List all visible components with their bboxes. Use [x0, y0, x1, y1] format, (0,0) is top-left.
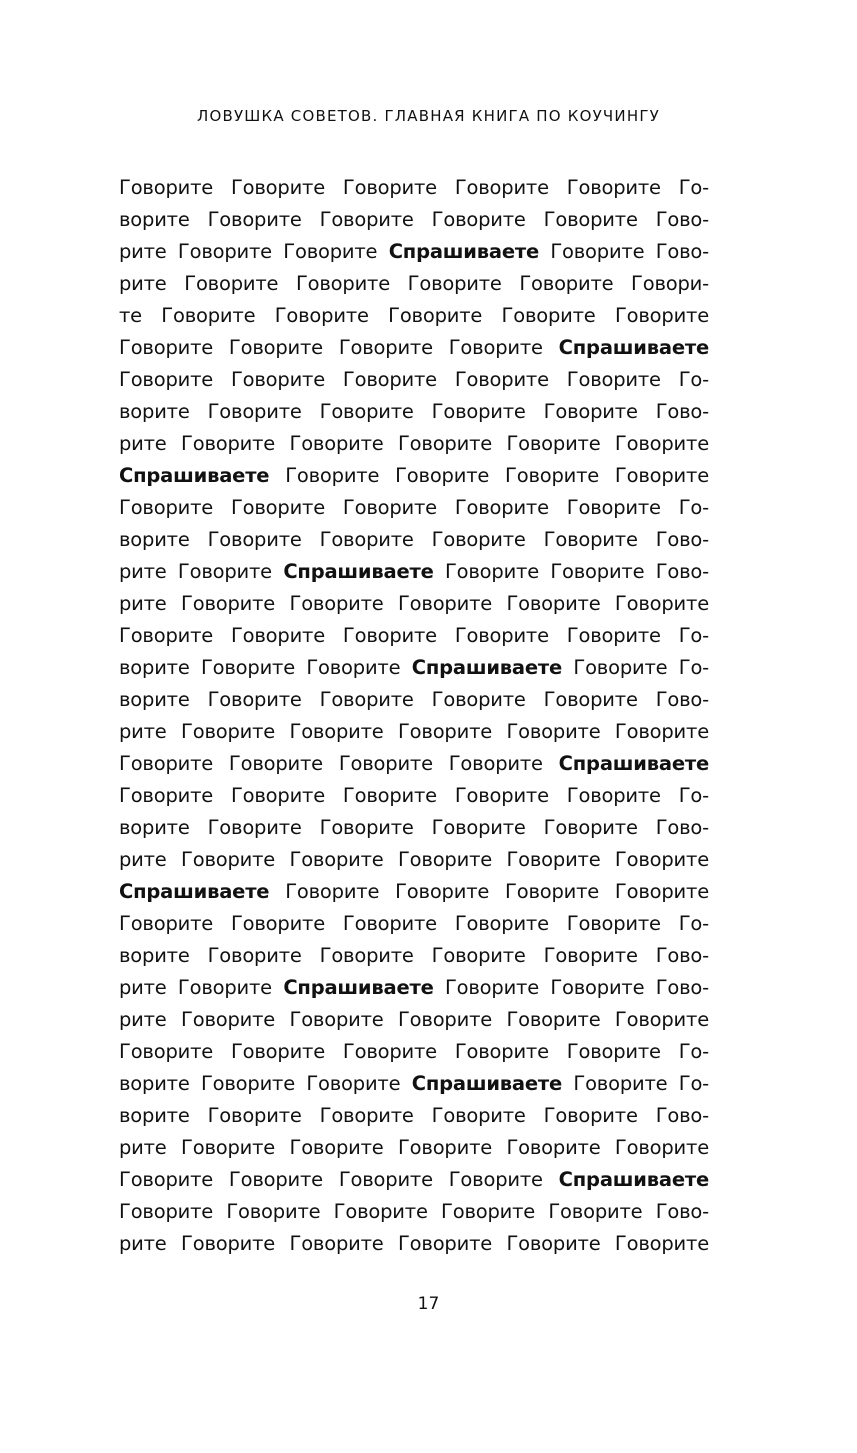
plain-text: рите Говорите Говорите Говорите Говорите Говорите	[119, 1008, 709, 1031]
text-line	[119, 812, 709, 844]
running-head: ЛОВУШКА СОВЕТОВ. ГЛАВНАЯ КНИГА ПО КОУЧИНГУ	[196, 107, 661, 125]
text-line	[119, 204, 709, 236]
plain-text: ворите Говорите Говорите Говорите Говорите Гово-	[119, 208, 709, 231]
plain-text: рите Говорите Говорите Говорите Говорите Говорите	[119, 592, 709, 615]
emphasis-word: Спрашиваете	[119, 464, 270, 487]
text-line	[119, 1196, 709, 1228]
text-line	[119, 364, 709, 396]
emphasis-word: Спрашиваете	[119, 880, 270, 903]
plain-text: Говорите Гово-	[539, 240, 709, 263]
emphasis-word: Спрашиваете	[283, 976, 434, 999]
body-text	[119, 172, 709, 1260]
plain-text: Говорите Говорите Говорите Говорите	[119, 336, 559, 359]
text-line	[119, 460, 709, 492]
plain-text: Говорите Говорите Говорите Говорите Говорите Го-	[119, 176, 709, 199]
plain-text: Говорите Говорите Говорите Говорите	[119, 752, 559, 775]
text-line	[119, 972, 709, 1004]
text-line	[119, 268, 709, 300]
text-line	[119, 876, 709, 908]
text-line	[119, 908, 709, 940]
text-line	[119, 716, 709, 748]
plain-text: Говорите Говорите Говорите Говорите	[269, 880, 709, 903]
emphasis-word: Спрашиваете	[558, 752, 709, 775]
text-line	[119, 236, 709, 268]
text-line	[119, 940, 709, 972]
plain-text: те Говорите Говорите Говорите Говорите Говорите	[119, 304, 709, 327]
plain-text: рите Говорите Говорите Говорите Говорите Говори-	[119, 272, 709, 295]
plain-text: Говорите Говорите Говорите Говорите Говорите Го-	[119, 496, 709, 519]
plain-text: рите Говорите Говорите Говорите Говорите Говорите	[119, 1232, 709, 1255]
text-line	[119, 1004, 709, 1036]
text-line	[119, 1100, 709, 1132]
plain-text: Говорите Говорите Гово-	[433, 976, 709, 999]
plain-text: Говорите Говорите Гово-	[433, 560, 709, 583]
text-line	[119, 492, 709, 524]
text-line	[119, 1068, 709, 1100]
text-line	[119, 844, 709, 876]
plain-text: Говорите Говорите Говорите Говорите Говорите Го-	[119, 784, 709, 807]
text-line	[119, 556, 709, 588]
plain-text: рите Говорите	[119, 560, 284, 583]
text-line	[119, 300, 709, 332]
plain-text: рите Говорите Говорите Говорите Говорите Говорите	[119, 848, 709, 871]
emphasis-word: Спрашиваете	[411, 1072, 563, 1095]
text-line	[119, 780, 709, 812]
text-line	[119, 748, 709, 780]
plain-text: рите Говорите	[119, 976, 284, 999]
plain-text: Говорите Говорите Говорите Говорите Говорите Го-	[119, 624, 709, 647]
plain-text: Говорите Говорите Говорите Говорите Говорите Го-	[119, 912, 709, 935]
emphasis-word: Спрашиваете	[411, 656, 563, 679]
text-line	[119, 1164, 709, 1196]
plain-text: ворите Говорите Говорите Говорите Говорите Гово-	[119, 688, 709, 711]
emphasis-word: Спрашиваете	[283, 560, 434, 583]
emphasis-word: Спрашиваете	[558, 336, 709, 359]
emphasis-word: Спрашиваете	[558, 1168, 709, 1191]
text-line	[119, 652, 709, 684]
text-line	[119, 1036, 709, 1068]
plain-text: Говорите Говорите Говорите Говорите	[119, 1168, 559, 1191]
text-line	[119, 620, 709, 652]
plain-text: Говорите Говорите Говорите Говорите Говорите Го-	[119, 1040, 709, 1063]
plain-text: ворите Говорите Говорите Говорите Говорите Гово-	[119, 400, 709, 423]
plain-text: Говорите Говорите Говорите Говорите Говорите Го-	[119, 368, 709, 391]
plain-text: Говорите Го-	[562, 656, 710, 679]
text-line	[119, 172, 709, 204]
text-line	[119, 684, 709, 716]
plain-text: рите Говорите Говорите Говорите Говорите Говорите	[119, 432, 709, 455]
text-line	[119, 524, 709, 556]
plain-text: рите Говорите Говорите Говорите Говорите Говорите	[119, 720, 709, 743]
text-line	[119, 1228, 709, 1260]
text-line	[119, 396, 709, 428]
text-line	[119, 428, 709, 460]
plain-text: ворите Говорите Говорите	[119, 656, 412, 679]
plain-text: ворите Говорите Говорите Говорите Говорите Гово-	[119, 816, 709, 839]
plain-text: ворите Говорите Говорите Говорите Говорите Гово-	[119, 944, 709, 967]
plain-text: рите Говорите Говорите Говорите Говорите Говорите	[119, 1136, 709, 1159]
plain-text: ворите Говорите Говорите Говорите Говорите Гово-	[119, 1104, 709, 1127]
text-line	[119, 588, 709, 620]
page-number: 17	[417, 1294, 440, 1314]
text-line	[119, 1132, 709, 1164]
plain-text: Говорите Говорите Говорите Говорите	[269, 464, 709, 487]
plain-text: Говорите Го-	[562, 1072, 710, 1095]
plain-text: ворите Говорите Говорите Говорите Говорите Гово-	[119, 528, 709, 551]
plain-text: ворите Говорите Говорите	[119, 1072, 412, 1095]
text-line	[119, 332, 709, 364]
plain-text: Говорите Говорите Говорите Говорите Говорите Гово-	[119, 1200, 709, 1223]
emphasis-word: Спрашиваете	[388, 240, 540, 263]
plain-text: рите Говорите Говорите	[119, 240, 389, 263]
